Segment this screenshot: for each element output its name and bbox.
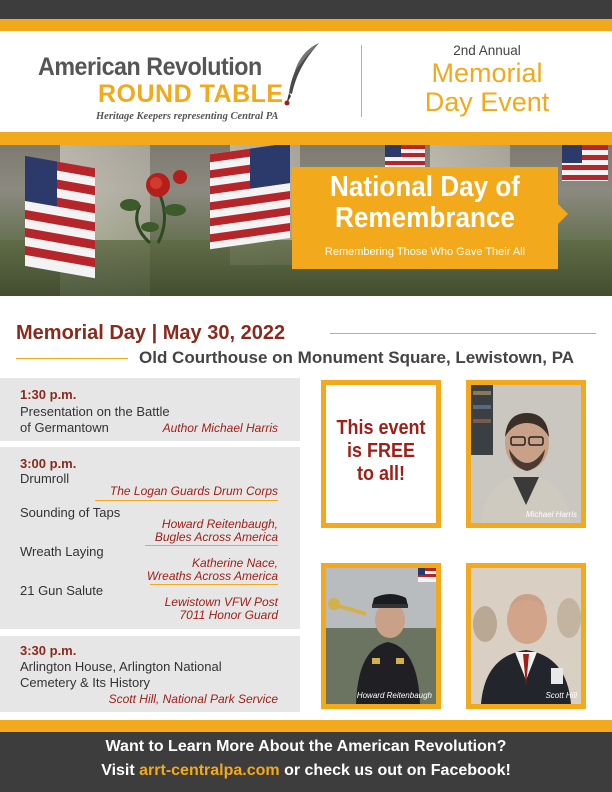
photo-howard-reitenbaugh (321, 563, 441, 709)
schedule-rule (145, 545, 278, 546)
schedule-item-presenter: 7011 Honor Guard (179, 608, 278, 622)
us-flag-icon (205, 145, 295, 255)
schedule-item-name: Sounding of Taps (20, 505, 121, 520)
schedule-item-name: of Germantown (20, 420, 109, 435)
org-name-line1: American Revolution (38, 53, 262, 81)
banner-title-line1: National Day of (330, 171, 520, 203)
schedule-time: 3:00 p.m. (20, 456, 77, 471)
schedule-item-presenter: The Logan Guards Drum Corps (109, 484, 278, 498)
event-title-line2: Day Event (424, 87, 550, 117)
event-title (362, 59, 612, 117)
top-gold-band (0, 19, 612, 31)
free-event-line1: This event (336, 417, 426, 439)
photo-caption: Michael Harris (525, 510, 577, 519)
schedule-block (0, 636, 300, 712)
free-event-line2: is FREE (346, 440, 416, 462)
us-flag-icon (20, 155, 100, 285)
schedule-item-presenter: Howard Reitenbaugh, (161, 517, 278, 531)
date-rule (330, 333, 596, 334)
photo-michael-harris (466, 380, 586, 528)
schedule-item-presenter: Katherine Nace, (191, 556, 278, 570)
banner-arrow (558, 204, 568, 224)
schedule-item-presenter: Wreaths Across America (146, 569, 278, 583)
schedule-rule (150, 584, 278, 585)
event-annual: 2nd Annual (453, 43, 521, 58)
schedule-item-name: Arlington House, Arlington National (20, 659, 222, 674)
schedule-item-presenter: Bugles Across America (154, 530, 278, 544)
banner-title (305, 172, 544, 234)
photo-caption: Howard Reitenbaugh (356, 691, 432, 700)
schedule-item-name: Cemetery & Its History (20, 675, 151, 690)
portrait-image (471, 385, 581, 523)
schedule-item-name: 21 Gun Salute (20, 583, 104, 598)
event-date: Memorial Day | May 30, 2022 (16, 322, 286, 344)
free-event-box (321, 380, 441, 528)
footer-visit-text: Visit (101, 762, 140, 779)
schedule-item-name: Presentation on the Battle (20, 404, 170, 419)
schedule-rule (95, 500, 278, 501)
schedule-item-presenter: Lewistown VFW Post (164, 595, 278, 609)
portrait-image (471, 568, 581, 704)
bottom-gold-band (0, 720, 612, 732)
header (0, 31, 612, 132)
quill-icon (283, 41, 323, 109)
event-title-line1: Memorial (431, 58, 543, 88)
free-event-line3: to all! (356, 463, 406, 485)
schedule-block (0, 447, 300, 629)
org-name-line2: ROUND TABLE (98, 80, 284, 108)
header-gold-band (0, 132, 612, 145)
schedule-time: 1:30 p.m. (20, 387, 77, 402)
portrait-image (326, 568, 436, 704)
photo-scott-hill (466, 563, 586, 709)
footer-facebook-text: or check us out on Facebook! (279, 762, 511, 779)
footer-line1: Want to Learn More About the American Revolution? (105, 738, 507, 755)
venue-rule (16, 358, 128, 359)
schedule-block (0, 378, 300, 441)
us-flag-icon (560, 145, 610, 190)
schedule-item-presenter: Scott Hill, National Park Service (108, 692, 278, 706)
schedule-item-name: Wreath Laying (20, 544, 104, 559)
banner-subtitle: Remembering Those Who Gave Their All (324, 246, 526, 258)
website-link[interactable]: arrt-centralpa.com (139, 762, 280, 779)
footer-line2 (0, 762, 612, 780)
free-event-text (332, 417, 431, 486)
photo-caption: Scott Hill (545, 691, 577, 700)
rose-icon (120, 165, 190, 245)
org-tagline: Heritage Keepers representing Central PA (96, 111, 279, 122)
schedule-item-presenter: Author Michael Harris (162, 421, 278, 435)
footer (0, 732, 612, 792)
schedule-time: 3:30 p.m. (20, 643, 77, 658)
section-gap (0, 296, 612, 310)
top-dark-band (0, 0, 612, 19)
schedule-item-name: Drumroll (20, 471, 70, 486)
event-venue: Old Courthouse on Monument Square, Lewistown, PA (139, 348, 575, 367)
banner-title-line2: Remembrance (335, 202, 515, 234)
